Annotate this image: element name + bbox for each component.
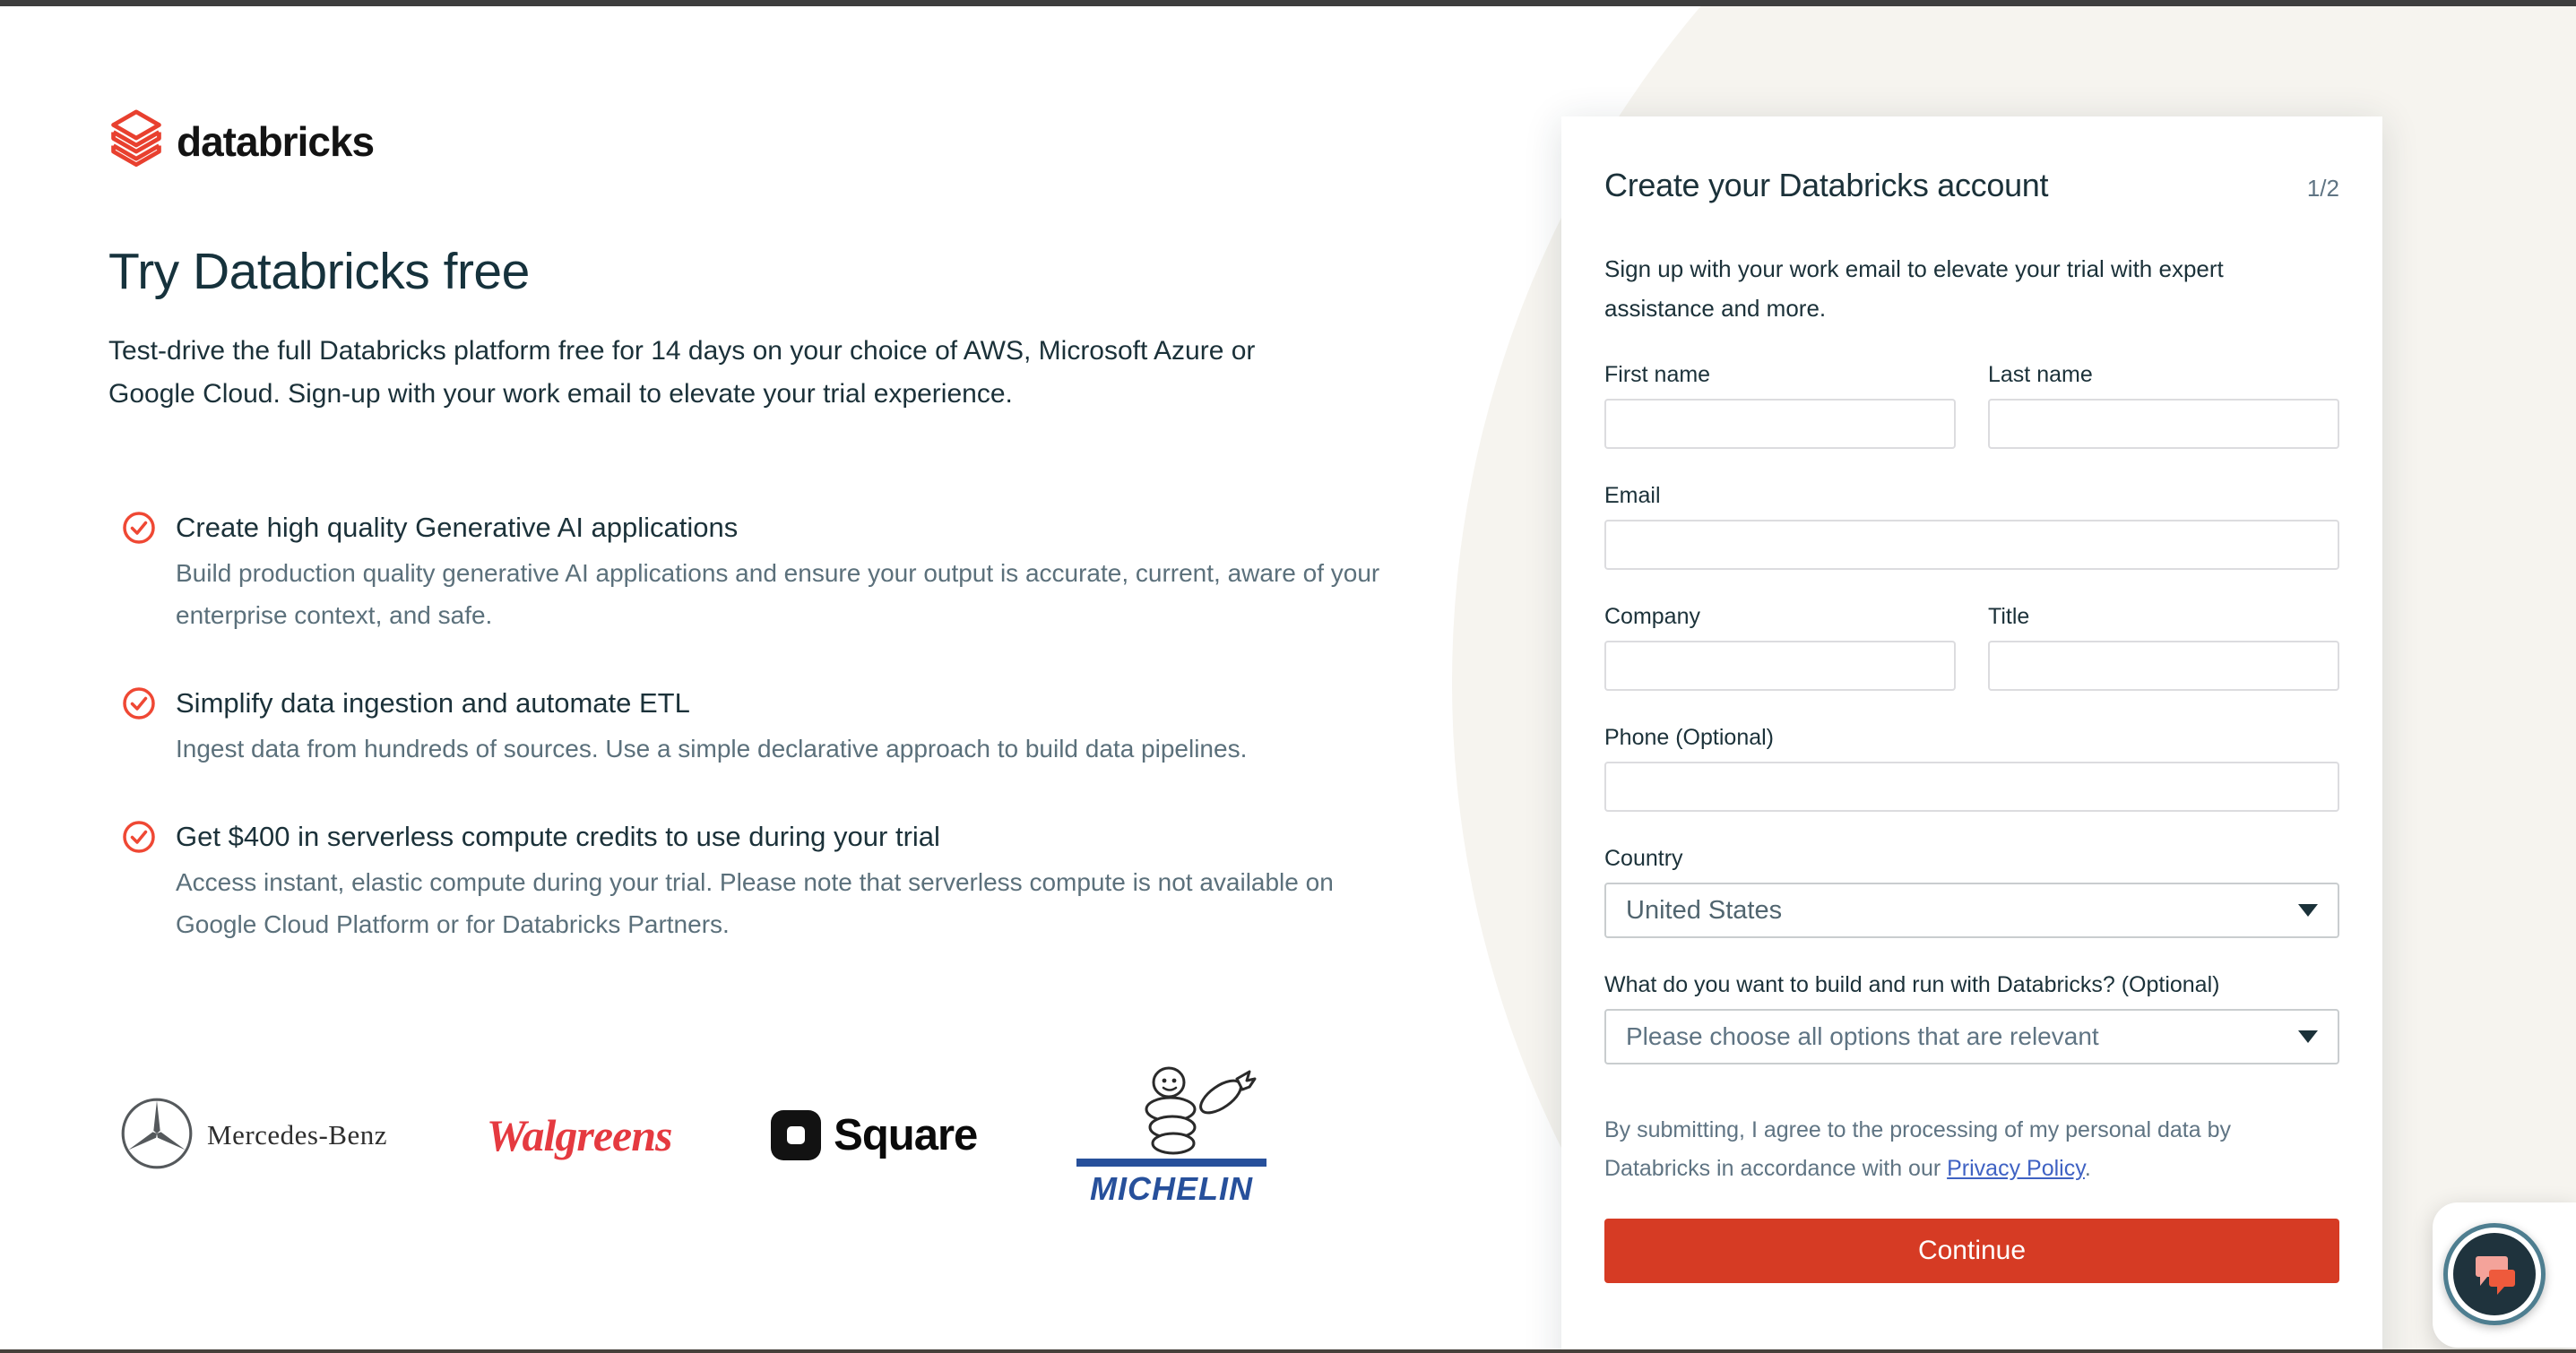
feature-text <box>176 685 1247 770</box>
michelin-text: MICHELIN <box>1090 1170 1253 1207</box>
chevron-down-icon <box>2298 904 2318 917</box>
phone-label: Phone (Optional) <box>1604 725 1775 750</box>
feature-description: Ingest data from hundreds of sources. Use a simple declarative approach to build data pipelines. <box>176 735 1248 763</box>
databricks-logo <box>108 109 374 173</box>
square-icon <box>771 1110 821 1160</box>
databricks-wordmark: databricks <box>177 117 375 165</box>
phone-field-group <box>1604 725 2339 812</box>
chat-launcher-button[interactable] <box>2443 1223 2546 1325</box>
company-field-group <box>1604 604 1956 691</box>
build-label: What do you want to build and run with Databricks? (Optional) <box>1604 972 2220 997</box>
country-label: Country <box>1604 846 1683 871</box>
walgreens-logo <box>487 1109 672 1161</box>
customer-logos <box>119 1068 1266 1207</box>
mercedes-benz-text: Mercedes-Benz <box>207 1119 388 1150</box>
feature-description: Build production quality generative AI applications and ensure your output is accurate, current, aware of your enterprise context, and safe. <box>176 559 1380 629</box>
check-circle-icon <box>122 511 156 549</box>
build-placeholder: Please choose all options that are relevant <box>1626 1022 2099 1050</box>
title-field-group <box>1988 604 2339 691</box>
square-logo <box>771 1110 977 1160</box>
country-field-group <box>1604 846 2339 938</box>
email-field-group <box>1604 483 2339 570</box>
databricks-layers-icon <box>108 109 164 173</box>
signup-form <box>1604 328 2339 1064</box>
last-name-field-group <box>1988 362 2339 449</box>
hero-intro: Test-drive the full Databricks platform free for 14 days on your choice of AWS, Microsoft Azure or Google Cloud. Sign-up with your work email to elevate your trial experience. <box>108 336 1256 409</box>
step-indicator: 1/2 <box>2306 175 2339 202</box>
card-header <box>1604 167 2339 204</box>
privacy-text-before: By submitting, I agree to the processing of my personal data by Databricks in accordance with our <box>1604 1117 2231 1181</box>
signup-card <box>1561 116 2382 1353</box>
feature-title: Create high quality Generative AI applications <box>176 512 739 543</box>
feature-list <box>122 509 1431 994</box>
feature-item <box>122 818 1431 945</box>
check-circle-icon <box>122 686 156 725</box>
mercedes-star-icon <box>119 1096 194 1176</box>
first-name-input[interactable] <box>1604 399 1956 449</box>
continue-button[interactable]: Continue <box>1604 1219 2339 1283</box>
feature-text <box>176 509 1431 636</box>
card-title: Create your Databricks account <box>1604 167 2049 203</box>
company-label: Company <box>1604 604 1700 629</box>
top-edge-bar <box>0 0 2576 6</box>
title-input[interactable] <box>1988 641 2339 691</box>
bottom-edge-bar <box>0 1349 2576 1353</box>
first-name-field-group <box>1604 362 1956 449</box>
country-selected-value: United States <box>1626 895 1783 925</box>
michelin-man-icon <box>1086 1063 1257 1164</box>
feature-title: Simplify data ingestion and automate ETL <box>176 687 690 719</box>
chat-bubbles-icon <box>2453 1233 2536 1315</box>
country-select[interactable] <box>1604 883 2339 938</box>
feature-item <box>122 509 1431 636</box>
mercedes-benz-logo <box>119 1096 387 1176</box>
feature-text <box>176 818 1377 945</box>
feature-item <box>122 685 1431 770</box>
square-text: Square <box>834 1111 978 1159</box>
check-circle-icon <box>122 820 156 858</box>
last-name-input[interactable] <box>1988 399 2339 449</box>
michelin-underline-bar <box>1076 1159 1266 1167</box>
walgreens-text: Walgreens <box>486 1110 672 1160</box>
privacy-consent-text <box>1604 1111 2321 1188</box>
company-input[interactable] <box>1604 641 1956 691</box>
feature-description: Access instant, elastic compute during your trial. Please note that serverless compute is not available on Google Cloud Platform or for Databricks Partners. <box>176 868 1334 938</box>
build-multiselect[interactable] <box>1604 1009 2339 1064</box>
card-subtitle: Sign up with your work email to elevate your trial with expert assistance and more. <box>1604 255 2224 322</box>
title-label: Title <box>1988 604 2030 629</box>
chevron-down-icon <box>2298 1030 2318 1043</box>
michelin-logo <box>1076 1063 1266 1208</box>
first-name-label: First name <box>1604 362 1711 387</box>
last-name-label: Last name <box>1988 362 2093 387</box>
page-title: Try Databricks free <box>108 243 530 300</box>
privacy-policy-link[interactable]: Privacy Policy <box>1947 1156 2085 1181</box>
feature-title: Get $400 in serverless compute credits to use during your trial <box>176 821 940 852</box>
build-field-group <box>1604 972 2339 1064</box>
privacy-text-after: . <box>2084 1156 2091 1181</box>
email-input[interactable] <box>1604 520 2339 570</box>
phone-input[interactable] <box>1604 762 2339 812</box>
email-label: Email <box>1604 483 1661 508</box>
